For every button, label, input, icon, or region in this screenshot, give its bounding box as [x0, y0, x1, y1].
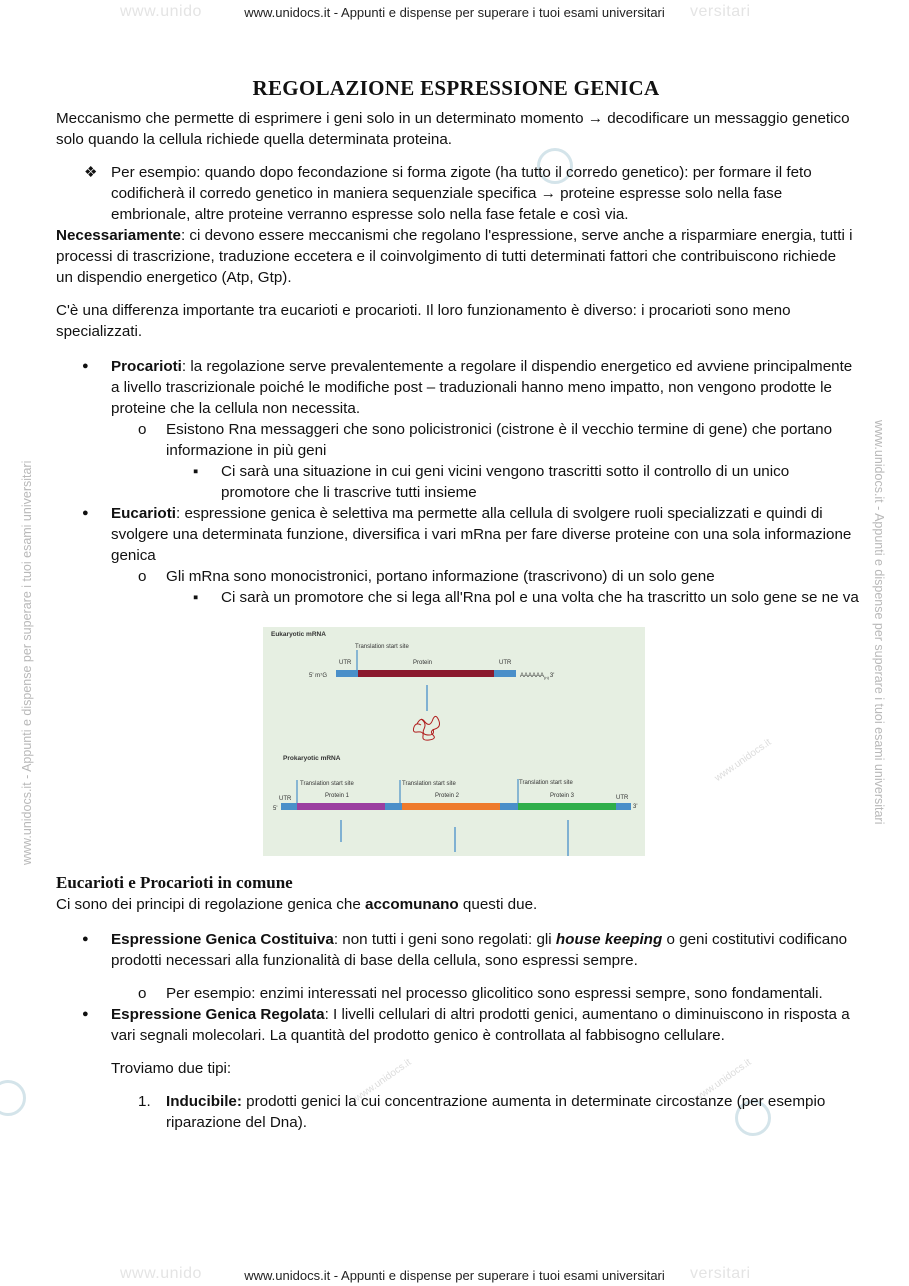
prok-p3-label: Protein 3: [550, 793, 575, 799]
prok-tss3-label: Translation start site: [519, 780, 573, 786]
side-watermark-right: www.unidocs.it - Appunti e dispense per superare i tuoi esami universitari: [872, 420, 886, 825]
diagonal-watermark: www.unidocs.it: [352, 1057, 414, 1104]
necessariamente-label: Necessariamente: [56, 227, 181, 244]
header-watermark[interactable]: www.unidocs.it - Appunti e dispense per superare i tuoi esami universitari: [244, 5, 665, 20]
prok-utr3-label: UTR: [616, 795, 629, 801]
costitutiva-item: [56, 929, 856, 971]
euk-protein-label: Protein: [413, 660, 433, 666]
euk-utr3-segment: [494, 670, 516, 677]
prok-3-label: 3': [633, 804, 638, 810]
prok-5-label: 5': [273, 806, 278, 812]
costitutiva-text-post: o geni costitutivi codificano prodotti necessari alla funzionalità di base della cellula, sono espressi sempre.: [111, 931, 848, 969]
euk-utr5-segment: [336, 670, 358, 677]
prok-utr3-segment: [616, 803, 631, 810]
prokaryotic-title: Prokaryotic mRNA: [283, 755, 341, 762]
bullet-dot-icon: ●: [82, 933, 89, 945]
footer-watermark[interactable]: www.unidocs.it - Appunti e dispense per superare i tuoi esami universitari: [244, 1268, 665, 1283]
footer-watermark-ghost-left: www.unido: [120, 1265, 202, 1282]
section-heading: Eucarioti e Procarioti in comune: [56, 873, 293, 892]
bullet-circle-icon: o: [138, 985, 147, 1002]
euk-utr5-label: UTR: [339, 660, 352, 666]
bullet-dot-icon: ●: [82, 360, 89, 372]
necessariamente-text: : ci devono essere meccanismi che regolano l'espressione, serve anche a risparmiare energia, tutti i processi di trascrizione, traduzione eccetera e il coinvolgimento di tutti determinati fattori che contribuiscono richiede un dispendio energetico (Atp, Gtp).: [56, 227, 853, 286]
section-comune: [56, 872, 856, 1133]
bullet-dot-icon: ●: [82, 1008, 89, 1020]
header-watermark-ghost-left: www.unido: [120, 3, 202, 20]
example-item: [56, 162, 856, 225]
eucarioti-text: : espressione genica è selettiva ma permette alla cellula di svolgere ruoli specializzati e quindi di svolgere una determinata funzione, diversifica i vari mRna per fare diverse proteine con una sola informazione genica: [111, 505, 852, 564]
eucarioti-label: Eucarioti: [111, 505, 176, 522]
eucarioti-subsubitem: [56, 587, 861, 608]
troviamo-text: Troviamo due tipi:: [111, 1060, 232, 1077]
prok-spacer1-segment: [385, 803, 402, 810]
side-watermark-left: www.unidocs.it - Appunti e dispense per superare i tuoi esami universitari: [20, 460, 34, 865]
mrna-diagram: [263, 627, 645, 856]
prok-p1-label: Protein 1: [325, 793, 350, 799]
list-number: 1.: [138, 1093, 151, 1110]
regolata-label: Espressione Genica Regolata: [111, 1006, 325, 1023]
costitutiva-subitem: [56, 983, 856, 1004]
diagonal-watermark: www.unidocs.it: [692, 1057, 754, 1104]
euk-utr3-label: UTR: [499, 660, 512, 666]
prok-protein3-segment: [518, 803, 616, 810]
footer-watermark-ghost-right: versitari: [690, 1265, 751, 1282]
bullet-dot-icon: ●: [82, 507, 89, 519]
inducibile-item: [56, 1091, 856, 1133]
costitutiva-sub-text: Per esempio: enzimi interessati nel processo glicolitico sono espressi sempre, sono fondamentali.: [166, 985, 823, 1002]
procarioti-subsubitem: [56, 461, 856, 503]
bullet-circle-icon: o: [138, 568, 147, 585]
document-body: [56, 70, 859, 608]
section-intro: [56, 894, 856, 915]
section-intro-bold: accomunano: [365, 896, 459, 913]
procarioti-text: : la regolazione serve prevalentemente a regolare il dispendio energetico ed avviene principalmente a livello trascrizionale poiché le modifiche post – traduzionali hanno meno impatto, non vengono prodotte le proteine che la cellula non necessita.: [111, 358, 853, 417]
diamond-bullet-icon: ❖: [84, 164, 98, 181]
protein-coil-icon: [413, 716, 439, 740]
prok-protein1-segment: [297, 803, 385, 810]
house-keeping-text: house keeping: [555, 931, 663, 948]
euk-polya-label: $AAAAAA_{(n)}3'$: [520, 673, 555, 680]
unidocs-logo-icon: [0, 1080, 26, 1116]
intro-paragraph: Meccanismo che permette di esprimere i geni solo in un determinato momento → decodificare un messaggio genetico solo quando la cellula richiede quella determinata proteina.: [56, 110, 850, 148]
euk-protein-segment: [358, 670, 494, 677]
costitutiva-text-pre: : non tutti i geni sono regolati: gli: [333, 931, 556, 948]
bullet-square-icon: ▪: [193, 589, 199, 606]
section-intro-post: questi due.: [458, 896, 538, 913]
prok-tss1-label: Translation start site: [300, 781, 354, 787]
procarioti-sub-text: Esistono Rna messaggeri che sono policistronici (cistrone è il vecchio termine di gene) che portano informazione in più geni: [166, 421, 833, 459]
header-watermark-ghost-right: versitari: [690, 3, 751, 20]
diagonal-watermark: www.unidocs.it: [712, 737, 774, 784]
necessariamente-paragraph: [56, 225, 856, 288]
inducibile-label: Inducibile:: [166, 1093, 242, 1110]
prok-p2-label: Protein 2: [435, 793, 460, 799]
mrna-figure: [263, 627, 645, 856]
prok-utr5-segment: [281, 803, 297, 810]
procarioti-item: [56, 356, 856, 419]
section-intro-pre: Ci sono dei principi di regolazione genica che: [56, 896, 366, 913]
eucarioti-item: [56, 503, 856, 566]
eucarioti-subsub-text: Ci sarà un promotore che si lega all'Rna pol e una volta che ha trascritto un solo gene se ne va: [221, 589, 859, 606]
differenza-paragraph: C'è una differenza importante tra eucarioti e procarioti. Il loro funzionamento è diverso: i procarioti sono meno specializzati.: [56, 302, 791, 340]
prok-tss2-label: Translation start site: [402, 781, 456, 787]
eucarioti-subitem: [56, 566, 856, 587]
prok-utr5-label: UTR: [279, 796, 292, 802]
procarioti-subsub-text: Ci sarà una situazione in cui geni vicini vengono trascritti sotto il controllo di un unico promotore che li trascrive tutti insieme: [221, 463, 790, 501]
euk-5cap-label: 5' m⁷G: [309, 673, 327, 679]
procarioti-label: Procarioti: [111, 358, 182, 375]
costitutiva-label: Espressione Genica Costituiva: [111, 931, 334, 948]
inducibile-text: prodotti genici la cui concentrazione aumenta in determinate circostanze (per esempio riparazione del Dna).: [166, 1093, 826, 1131]
eukaryotic-title: Eukaryotic mRNA: [271, 631, 326, 638]
prok-protein2-segment: [402, 803, 500, 810]
example-text: Per esempio: quando dopo fecondazione si forma zigote (ha tutto il corredo genetico): per formare il feto codificherà il corredo genetico in maniera sequenziale specifica → proteine espresse solo nella fase embrionale, altre proteine verranno espresse solo nella fase fetale e così via.: [111, 164, 812, 223]
page-title: REGOLAZIONE ESPRESSIONE GENICA: [252, 76, 660, 100]
regolata-text: : I livelli cellulari di altri prodotti genici, aumentano o diminuiscono in risposta a vari segnali molecolari. La quantità del prodotto genico è controllata al fabbisogno cellulare.: [111, 1006, 850, 1044]
prok-spacer2-segment: [500, 803, 518, 810]
regolata-item: [56, 1004, 856, 1046]
procarioti-subitem: [56, 419, 856, 461]
euk-tss-label: Translation start site: [355, 644, 409, 650]
bullet-circle-icon: o: [138, 421, 147, 438]
bullet-square-icon: ▪: [193, 463, 199, 480]
eucarioti-sub-text: Gli mRna sono monocistronici, portano informazione (trascrivono) di un solo gene: [166, 568, 715, 585]
